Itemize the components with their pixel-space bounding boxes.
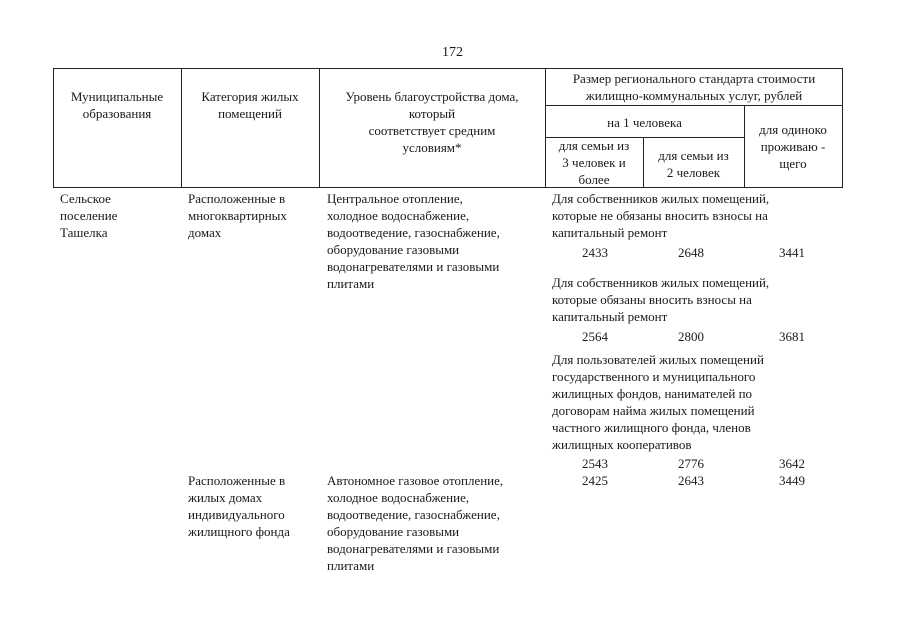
group-3-single: 3642 [779, 456, 805, 471]
header-level: Уровень благоустройства дома, который соответствует средним условиям* [345, 89, 519, 155]
group-2-single: 3681 [779, 329, 805, 344]
row2-single: 3449 [779, 473, 805, 488]
header-family-2: для семьи из 2 человек [658, 148, 729, 180]
category-individual: Расположенные в жилых домах индивидуального жилищного фонда [188, 473, 290, 539]
level-individual: Автономное газовое отопление, холодное водоснабжение, водоотведение, газоснабжение, оборудование газовыми водонагревателями и газовыми плитами [327, 473, 504, 573]
header-bottom-border [53, 187, 843, 188]
header-single: для одиноко проживаю - щего [759, 122, 827, 171]
row2-family3: 2425 [582, 473, 608, 488]
group-2-caption: Для собственников жилых помещений, которые обязаны вносить взносы на капитальный ремонт [552, 275, 770, 324]
header-left-border [53, 68, 54, 188]
group-1-single: 3441 [779, 245, 805, 260]
header-standard: Размер регионального стандарта стоимости жилищно-коммунальных услуг, рублей [572, 71, 816, 103]
level-apartment: Центральное отопление, холодное водоснабжение, водоотведение, газоснабжение, оборудование газовыми водонагревателями и газовыми плитами [327, 191, 500, 291]
header-top-border [53, 68, 843, 69]
header-family-3: для семьи из 3 человек и более [558, 138, 630, 187]
col-divider-1 [181, 68, 182, 188]
group-1-family2: 2648 [678, 245, 704, 260]
group-3-caption: Для пользователей жилых помещений государственного и муниципального жилищных фондов, нанимателей по договорам найма жилых помещений частного жилищного фонда, членов жилищных кооперативов [552, 352, 764, 452]
table-header [53, 68, 843, 188]
group-1-caption: Для собственников жилых помещений, которые не обязаны вносить взносы на капитальный ремонт [552, 191, 770, 240]
header-per-person: на 1 человека [607, 115, 682, 130]
group-2-family2: 2800 [678, 329, 704, 344]
page-number: 172 [442, 45, 463, 60]
group-1-family3: 2433 [582, 245, 608, 260]
municipality-name: Сельское поселение Ташелка [60, 191, 118, 240]
group-3-family3: 2543 [582, 456, 608, 471]
header-category: Категория жилых помещений [201, 89, 299, 121]
header-municipality: Муниципальные образования [70, 89, 164, 121]
group-2-family3: 2564 [582, 329, 608, 344]
category-apartment: Расположенные в многоквартирных домах [188, 191, 287, 240]
group-3-family2: 2776 [678, 456, 704, 471]
row2-family2: 2643 [678, 473, 704, 488]
standard-divider [545, 105, 843, 106]
